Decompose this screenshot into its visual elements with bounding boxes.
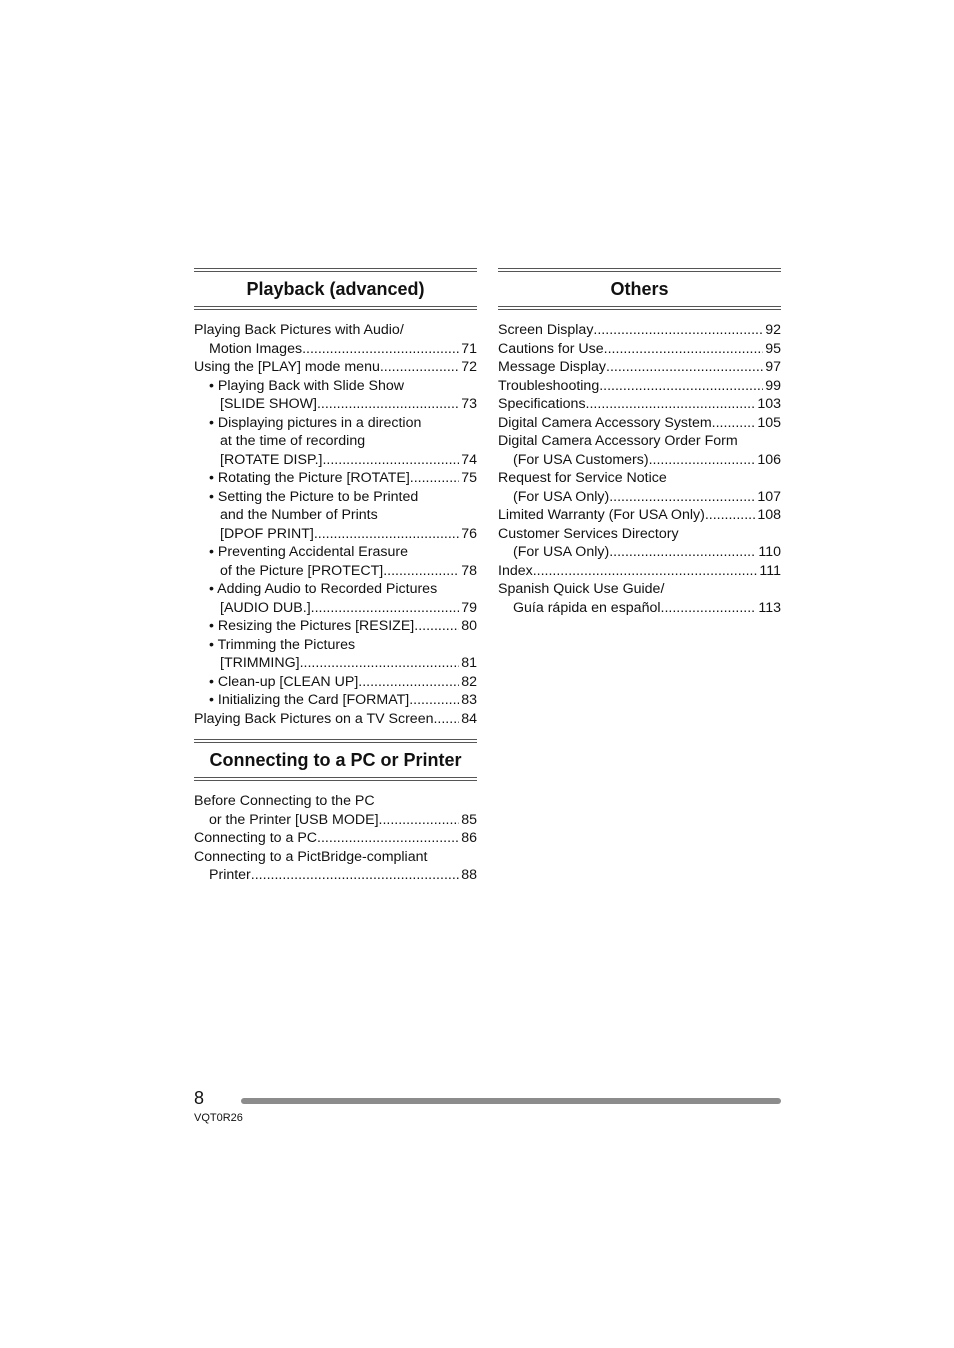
dot-leader xyxy=(383,562,459,581)
toc-page-number: 110 xyxy=(758,544,781,560)
toc-entry xyxy=(194,848,477,885)
toc-entry-text: Before Connecting to the PC xyxy=(194,793,375,809)
dot-leader xyxy=(317,395,459,414)
toc-entry xyxy=(194,792,477,829)
dot-leader xyxy=(300,654,460,673)
dot-leader xyxy=(302,340,459,359)
toc-entry-text: (For USA Only) xyxy=(513,488,610,505)
toc-entry-text: (For USA Customers) xyxy=(513,451,649,468)
section-title: Playback (advanced) xyxy=(246,279,425,299)
toc-page-number: 95 xyxy=(765,340,781,357)
toc-page-number: 80 xyxy=(461,618,477,634)
dot-leader xyxy=(358,673,459,692)
toc-entry-text: Spanish Quick Use Guide/ xyxy=(498,581,665,597)
toc-entry xyxy=(194,377,477,414)
toc-entry-text: Customer Services Directory xyxy=(498,525,679,542)
toc-entry-text: Playing Back Pictures on a TV Screen xyxy=(194,710,434,727)
toc-entry-text: [AUDIO DUB.] xyxy=(220,599,311,616)
dot-leader xyxy=(593,321,763,340)
right-column xyxy=(498,269,781,631)
section-header xyxy=(194,742,477,778)
page-number: 8 xyxy=(194,1088,205,1108)
dot-leader xyxy=(314,525,459,544)
section-others xyxy=(498,271,781,617)
section-connecting xyxy=(194,742,477,885)
toc-entry xyxy=(498,469,781,506)
dot-leader xyxy=(414,617,459,636)
dot-leader xyxy=(533,562,758,581)
toc-entry-text: at the time of recording xyxy=(220,433,366,449)
toc-page-number: 84 xyxy=(461,710,477,727)
dot-leader xyxy=(609,543,756,562)
toc-entry xyxy=(498,377,781,396)
dot-leader xyxy=(604,340,764,359)
toc-entry-text: • Trimming the Pictures xyxy=(209,636,356,653)
toc-page-number: 71 xyxy=(461,340,477,357)
toc-page-number: 81 xyxy=(461,655,477,671)
left-column xyxy=(194,269,477,899)
toc-page-number: 107 xyxy=(757,488,781,505)
toc-entry-text: Printer xyxy=(209,867,251,883)
dot-leader xyxy=(409,691,459,710)
toc-entry xyxy=(194,321,477,358)
dot-leader xyxy=(599,377,763,396)
toc-entry-text: • Resizing the Pictures [RESIZE] xyxy=(209,618,415,634)
dot-leader xyxy=(380,358,459,377)
section-header xyxy=(498,271,781,307)
dot-leader xyxy=(379,811,460,830)
dot-leader xyxy=(609,488,755,507)
dot-leader xyxy=(586,395,756,414)
toc-entry xyxy=(194,358,477,377)
toc-entries xyxy=(498,321,781,617)
toc-entry-text: and the Number of Prints xyxy=(220,507,378,523)
toc-entry xyxy=(498,562,781,581)
toc-entry-text: Screen Display xyxy=(498,322,594,338)
toc-entry-text: [ROTATE DISP.] xyxy=(220,451,323,468)
toc-entry-text: Index xyxy=(498,562,533,579)
toc-entry xyxy=(498,358,781,377)
dot-leader xyxy=(606,358,763,377)
toc-page-number: 83 xyxy=(461,692,477,708)
toc-entry-text: • Rotating the Picture [ROTATE] xyxy=(209,470,410,486)
toc-entry-text: Digital Camera Accessory System xyxy=(498,414,712,431)
toc-entry-text: Connecting to a PictBridge-compliant xyxy=(194,848,428,865)
dot-leader xyxy=(433,710,459,729)
toc-entry-text: Cautions for Use xyxy=(498,340,604,357)
toc-entry-text: [SLIDE SHOW] xyxy=(220,396,317,412)
toc-entry xyxy=(194,673,477,692)
toc-entry-text: Digital Camera Accessory Order Form xyxy=(498,433,738,449)
toc-page-number: 106 xyxy=(757,451,781,468)
toc-page-number: 74 xyxy=(461,451,477,468)
toc-page-number: 92 xyxy=(765,322,781,338)
section-header xyxy=(194,271,477,307)
toc-entry-text: [TRIMMING] xyxy=(220,655,300,671)
toc-entry-text: • Adding Audio to Recorded Pictures xyxy=(209,581,438,597)
toc-entry xyxy=(498,414,781,433)
toc-entry-text: • Initializing the Card [FORMAT] xyxy=(209,692,410,708)
toc-entry-text: Request for Service Notice xyxy=(498,470,667,486)
toc-entry xyxy=(498,506,781,525)
section-playback-advanced xyxy=(194,271,477,728)
toc-page-number: 97 xyxy=(765,359,781,375)
toc-page-number: 73 xyxy=(461,396,477,412)
toc-entry xyxy=(194,710,477,729)
dot-leader xyxy=(649,451,756,470)
footer-rule xyxy=(241,1098,781,1104)
toc-entry-text: Limited Warranty (For USA Only) xyxy=(498,507,705,523)
toc-page-number: 108 xyxy=(757,507,781,523)
toc-page-number: 85 xyxy=(461,811,477,828)
toc-page-number: 113 xyxy=(758,599,781,616)
toc-page-number: 79 xyxy=(461,599,477,616)
toc-entry-text: • Setting the Picture to be Printed xyxy=(209,488,419,505)
toc-entry-text: • Preventing Accidental Erasure xyxy=(209,544,408,560)
toc-entry-text: Message Display xyxy=(498,359,607,375)
toc-page-number: 86 xyxy=(461,830,477,846)
toc-entry xyxy=(498,395,781,414)
toc-entry-text: (For USA Only) xyxy=(513,544,610,560)
dot-leader xyxy=(705,506,756,525)
toc-entry-text: Connecting to a PC xyxy=(194,830,318,846)
toc-page-number: 82 xyxy=(461,673,477,690)
toc-page-number: 76 xyxy=(461,525,477,542)
section-title: Connecting to a PC or Printer xyxy=(209,750,462,770)
toc-entry xyxy=(194,636,477,673)
toc-entry-text: Specifications xyxy=(498,396,586,412)
toc-entry xyxy=(498,321,781,340)
toc-entries xyxy=(194,321,477,728)
toc-entry xyxy=(194,617,477,636)
toc-entry xyxy=(498,432,781,469)
dot-leader xyxy=(251,866,459,885)
dot-leader xyxy=(712,414,756,433)
toc-entry xyxy=(194,580,477,617)
toc-entry-text: or the Printer [USB MODE] xyxy=(209,811,379,828)
toc-page-number: 78 xyxy=(461,562,477,579)
toc-page-number: 88 xyxy=(461,867,477,883)
toc-entry-text: Playing Back Pictures with Audio/ xyxy=(194,322,404,338)
toc-entry xyxy=(498,340,781,359)
toc-entries xyxy=(194,792,477,885)
dot-leader xyxy=(410,469,459,488)
toc-entry-text: • Playing Back with Slide Show xyxy=(209,377,405,394)
toc-entry-text: • Displaying pictures in a direction xyxy=(209,414,422,431)
toc-entry-text: Guía rápida en español xyxy=(513,599,661,616)
dot-leader xyxy=(311,599,460,618)
dot-leader xyxy=(317,829,459,848)
toc-page-number: 75 xyxy=(461,470,477,486)
toc-entry-text: Using the [PLAY] mode menu xyxy=(194,359,380,375)
document-code: VQT0R26 xyxy=(194,1112,243,1124)
toc-entry xyxy=(194,829,477,848)
toc-entry-text: [DPOF PRINT] xyxy=(220,525,314,542)
toc-entry xyxy=(194,691,477,710)
toc-entry xyxy=(194,469,477,488)
dot-leader xyxy=(661,599,757,618)
toc-page-number: 105 xyxy=(757,414,781,431)
toc-entry xyxy=(194,543,477,580)
toc-entry-text: • Clean-up [CLEAN UP] xyxy=(209,673,359,690)
toc-entry xyxy=(498,525,781,562)
toc-page-number: 72 xyxy=(461,359,477,375)
toc-entry xyxy=(498,580,781,617)
dot-leader xyxy=(322,451,459,470)
toc-entry-text: Motion Images xyxy=(209,340,303,357)
toc-entry xyxy=(194,488,477,544)
toc-page-number: 111 xyxy=(759,562,781,579)
section-title: Others xyxy=(610,279,669,299)
toc-entry-text: of the Picture [PROTECT] xyxy=(220,562,384,579)
toc-page-number: 103 xyxy=(757,396,781,412)
toc-page-number: 99 xyxy=(765,377,781,394)
toc-entry-text: Troubleshooting xyxy=(498,377,600,394)
toc-entry xyxy=(194,414,477,470)
